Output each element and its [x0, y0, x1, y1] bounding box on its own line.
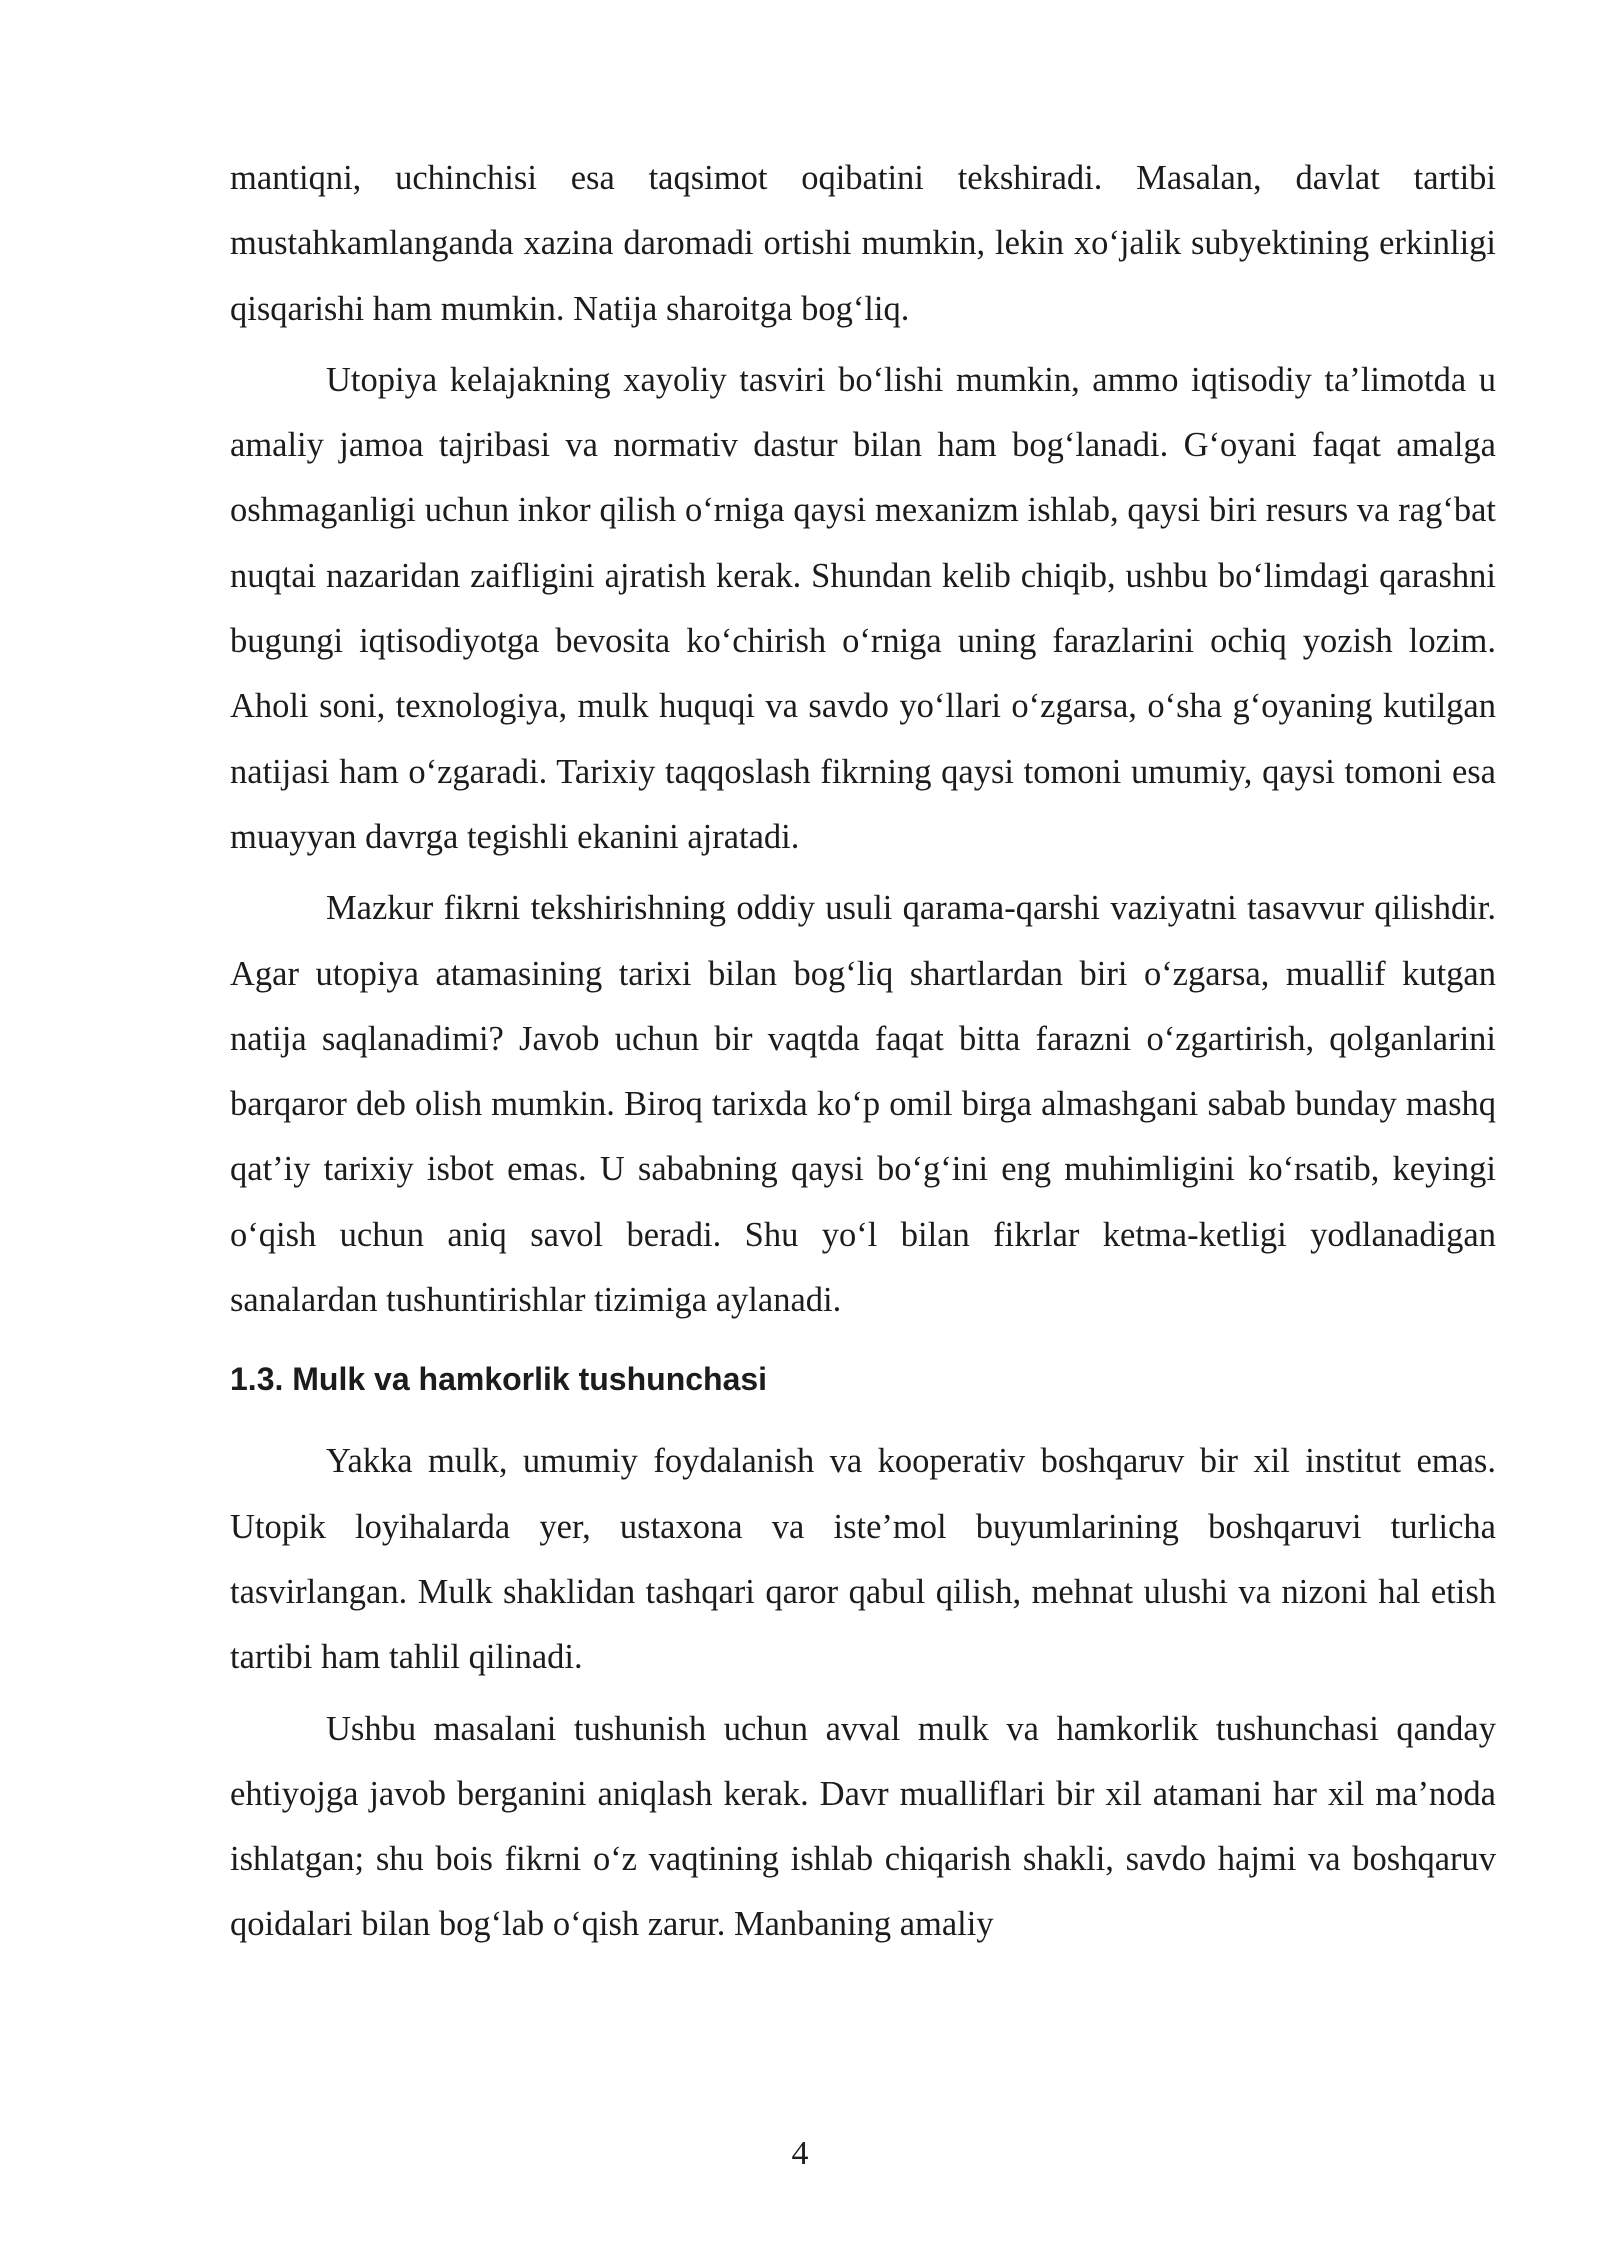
- page-body: [230, 146, 1496, 1964]
- paragraph-continuation: mantiqni, uchinchisi esa taqsimot oqibatini tekshiradi. Masalan, davlat tartibi mustahkamlanganda xazina daromadi ortishi mumkin, lekin xo‘jalik subyektining erkinligi qisqarishi ham mumkin. Natija sharoitga bog‘liq.: [230, 159, 1496, 328]
- paragraph-ushbu-masala: Ushbu masalani tushunish uchun avval mulk va hamkorlik tushunchasi qanday ehtiyojga javob berganini aniqlash kerak. Davr mualliflari bir xil atamani har xil ma’noda ishlatgan; shu bois fikrni o‘z vaqtining ishlab chiqarish shakli, savdo hajmi va boshqaruv qoidalari bilan bog‘lab o‘qish zarur. Manbaning amaliy: [230, 1709, 1496, 1944]
- paragraph-mazkur: Mazkur fikrni tekshirishning oddiy usuli qarama-qarshi vaziyatni tasavvur qilishdir. Agar utopiya atamasining tarixi bilan bog‘liq shartlardan biri o‘zgarsa, muallif kutgan natija saqlanadimi? Javob uchun bir vaqtda faqat bitta farazni o‘zgartirish, qolganlarini barqaror deb olish mumkin. Biroq tarixda ko‘p omil birga almashgani sabab bunday mashq qat’iy tarixiy isbot emas. U sababning qaysi bo‘g‘ini eng muhimligini ko‘rsatib, keyingi o‘qish uchun aniq savol beradi. Shu yo‘l bilan fikrlar ketma-ketligi yodlanadigan sanalardan tushuntirishlar tizimiga aylanadi.: [230, 889, 1496, 1320]
- paragraph-yakka-mulk: Yakka mulk, umumiy foydalanish va kooperativ boshqaruv bir xil institut emas. Utopik loyihalarda yer, ustaxona va iste’mol buyumlarining boshqaruvi turlicha tasvirlangan. Mulk shaklidan tashqari qaror qabul qilish, mehnat ulushi va nizoni hal etish tartibi ham tahlil qilinadi.: [230, 1442, 1496, 1677]
- section-heading: 1.3. Mulk va hamkorlik tushunchasi: [230, 1361, 768, 1398]
- paragraph-utopiya: Utopiya kelajakning xayoliy tasviri bo‘lishi mumkin, ammo iqtisodiy ta’limotda u amaliy jamoa tajribasi va normativ dastur bilan ham bog‘lanadi. G‘oyani faqat amalga oshmaganligi uchun inkor qilish o‘rniga qaysi mexanizm ishlab, qaysi biri resurs va rag‘bat nuqtai nazaridan zaifligini ajratish kerak. Shundan kelib chiqib, ushbu bo‘limdagi qarashni bugungi iqtisodiyotga bevosita ko‘chirish o‘rniga uning farazlarini ochiq yozish lozim. Aholi soni, texnologiya, mulk huquqi va savdo yo‘llari o‘zgarsa, o‘sha g‘oyaning kutilgan natijasi ham o‘zgaradi. Tarixiy taqqoslash fikrning qaysi tomoni umumiy, qaysi tomoni esa muayyan davrga tegishli ekanini ajratadi.: [230, 360, 1496, 856]
- page-number: 4: [791, 2135, 809, 2172]
